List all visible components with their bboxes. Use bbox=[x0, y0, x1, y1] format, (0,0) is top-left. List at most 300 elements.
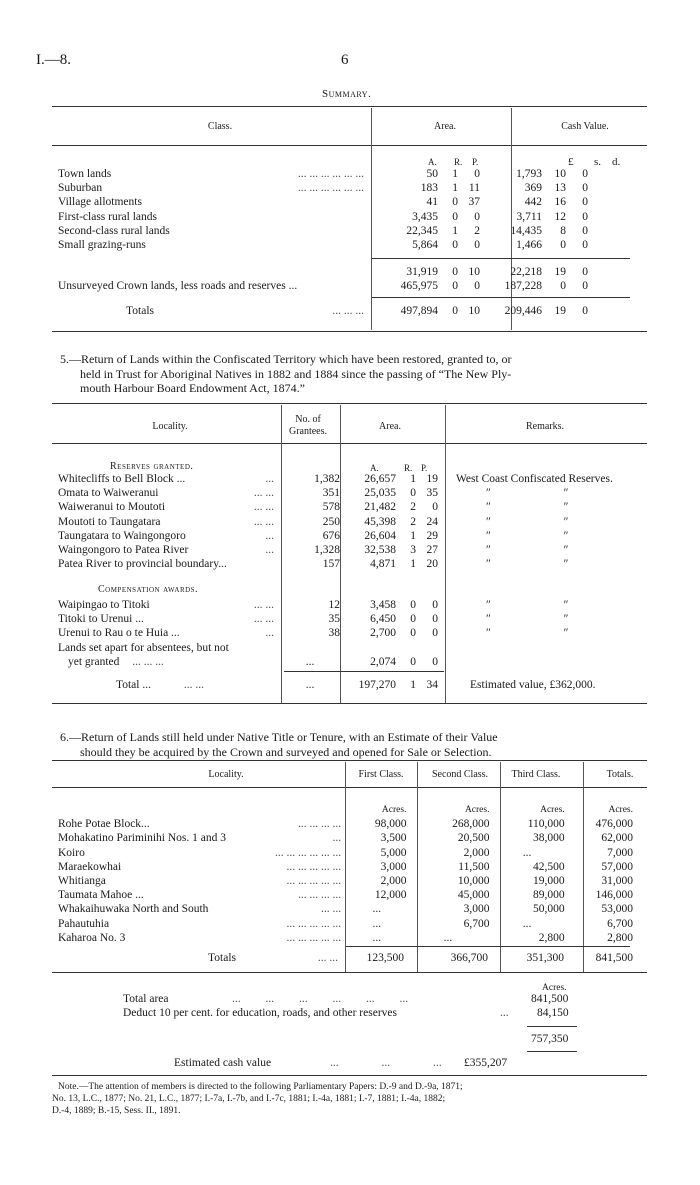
row-label: Village allotments bbox=[58, 196, 142, 209]
cash-pence: 0 bbox=[582, 210, 588, 223]
unit-acres: Acres. bbox=[608, 805, 633, 815]
cash-pence: 0 bbox=[582, 305, 588, 317]
section5-bottom-rule bbox=[52, 703, 647, 704]
table-row bbox=[58, 931, 633, 945]
row-total: 31,000 bbox=[601, 875, 633, 888]
area-perches: 20 bbox=[426, 558, 438, 571]
page-reference: I.—8. bbox=[36, 52, 71, 68]
third-class: 19,000 bbox=[533, 875, 565, 888]
area-perches: 10 bbox=[468, 266, 480, 278]
first-class: 12,000 bbox=[374, 889, 407, 902]
remark: ″ ″ bbox=[486, 487, 569, 500]
area-acres: 25,035 bbox=[364, 487, 396, 500]
table-row bbox=[58, 486, 648, 500]
table-row bbox=[58, 210, 628, 224]
note-line: No. 13, L.C., 1877; No. 21, L.C., 1877; I.-7a, I.-7b, and I.-7c, 1881; I.-4a, 1881; I.-7, 1881; I.-4a, 1882; bbox=[52, 1094, 446, 1104]
second-class: 3,000 bbox=[463, 903, 490, 916]
row-label: Taungatara to Waingongoro bbox=[58, 529, 186, 542]
area-perches: 19 bbox=[426, 473, 438, 485]
area-perches: 0 bbox=[474, 168, 480, 180]
cash-pence: 0 bbox=[582, 182, 588, 195]
subtotal-row bbox=[58, 265, 628, 279]
total-label: Total ... bbox=[116, 679, 151, 691]
compensation-heading: Compensation awards. bbox=[98, 584, 199, 595]
row-label: Omata to Waiweranui bbox=[58, 487, 159, 500]
area-acres: 21,482 bbox=[364, 501, 396, 514]
section5-intro bbox=[60, 352, 511, 396]
table-row bbox=[58, 917, 633, 931]
cash-pounds: 369 bbox=[524, 182, 542, 195]
row-label: Moutoti to Taungatara bbox=[58, 515, 161, 528]
area-acres: 50 bbox=[426, 168, 438, 180]
second-class: 10,000 bbox=[457, 875, 490, 888]
table-row bbox=[58, 529, 648, 543]
cash-shillings: 0 bbox=[560, 239, 566, 252]
summary-header-class: Class. bbox=[207, 121, 233, 132]
grantees: 578 bbox=[322, 501, 340, 514]
second-class: 268,000 bbox=[452, 818, 490, 831]
second-class: 11,500 bbox=[458, 860, 490, 873]
area-roods: 1 bbox=[452, 182, 458, 195]
row-label: Small grazing-runs bbox=[58, 239, 146, 252]
summary-header-rule bbox=[52, 145, 647, 146]
remark: ″ ″ bbox=[486, 529, 569, 542]
totals-label bbox=[58, 678, 248, 692]
cash-pence: 0 bbox=[582, 196, 588, 209]
row-dots: ... ... ... ... ... bbox=[286, 917, 342, 930]
note-rule bbox=[52, 1075, 647, 1076]
cash-pence: 0 bbox=[582, 266, 588, 278]
grantees: ... bbox=[305, 655, 315, 668]
row-dots: ... ... ... ... ... bbox=[286, 860, 342, 873]
cash-shillings: 16 bbox=[554, 196, 566, 209]
row-dots: ... ... ... ... bbox=[297, 889, 342, 902]
summary-unit-perches: P. bbox=[472, 157, 479, 167]
header-first-class: First Class. bbox=[358, 769, 404, 780]
cash-pence: 0 bbox=[582, 224, 588, 237]
summary-unit-pounds: £ bbox=[568, 156, 574, 168]
cash-shillings: 10 bbox=[554, 168, 566, 180]
row-dots: ... ... bbox=[320, 903, 342, 916]
third-class: 38,000 bbox=[533, 832, 565, 845]
grantees: 1,328 bbox=[314, 544, 340, 557]
cash-pence: 0 bbox=[582, 168, 588, 180]
area-perches: 0 bbox=[432, 613, 438, 626]
calc-unit: Acres. bbox=[542, 983, 567, 993]
row-label: Maraekowhai bbox=[58, 860, 122, 873]
table-row bbox=[58, 626, 648, 640]
row-dots: ... ... bbox=[253, 487, 274, 500]
deduct-label: Deduct 10 per cent. for education, roads, and other reserves bbox=[123, 1007, 397, 1019]
remark: ″ ″ bbox=[486, 599, 569, 611]
row-dots: ... ... ... bbox=[132, 655, 164, 668]
row-total: 146,000 bbox=[595, 889, 633, 902]
area-acres: 32,538 bbox=[364, 544, 396, 557]
section5-total-rule bbox=[284, 671, 444, 672]
table-row bbox=[58, 817, 633, 831]
cash-pounds: 22,218 bbox=[510, 266, 542, 278]
table-row bbox=[58, 860, 633, 874]
table-row bbox=[58, 472, 648, 486]
page-number: 6 bbox=[341, 52, 349, 68]
table-row bbox=[58, 500, 648, 514]
row-total: 53,000 bbox=[601, 903, 633, 916]
area-acres: 465,975 bbox=[400, 280, 438, 293]
row-label: Rohe Potae Block... bbox=[58, 818, 150, 831]
calc-rule bbox=[527, 1051, 577, 1052]
table-row bbox=[58, 238, 628, 252]
area-perches: 0 bbox=[432, 599, 438, 611]
area-perches: 37 bbox=[468, 196, 480, 209]
row-label: Taumata Mahoe ... bbox=[58, 889, 144, 902]
row-label: Waingongoro to Patea River bbox=[58, 544, 189, 557]
row-total: 841,500 bbox=[595, 952, 633, 964]
estimated-dots: ... ... ... bbox=[330, 1057, 442, 1069]
section5-header-rule bbox=[52, 443, 647, 444]
area-perches: 0 bbox=[432, 627, 438, 640]
totals-row bbox=[58, 304, 628, 318]
row-dots: ... ... ... ... ... ... bbox=[297, 168, 364, 180]
summary-totals bbox=[58, 304, 628, 318]
area-acres: 3,458 bbox=[370, 599, 396, 611]
remark: West Coast Confiscated Reserves. bbox=[456, 473, 613, 485]
reserves-rows bbox=[58, 472, 648, 571]
area-acres: 31,919 bbox=[406, 266, 438, 278]
row-dots: ... ... bbox=[253, 515, 274, 528]
area-roods: 0 bbox=[452, 239, 458, 252]
row-dots: ... bbox=[265, 544, 274, 557]
unit-acres: A. bbox=[370, 463, 379, 473]
area-acres: 2,074 bbox=[370, 655, 396, 668]
absentee-label: yet granted bbox=[68, 655, 120, 668]
third-class: 351,300 bbox=[526, 952, 564, 964]
area-perches: 0 bbox=[474, 280, 480, 293]
row-label: Waiweranui to Moutoti bbox=[58, 501, 166, 514]
summary-totals-rule bbox=[372, 297, 630, 298]
footnote bbox=[52, 1081, 463, 1117]
summary-unit-roods: R. bbox=[454, 157, 463, 167]
section6-bottom-rule bbox=[52, 972, 647, 973]
grantees: 157 bbox=[322, 558, 340, 571]
area-acres: 2,700 bbox=[370, 627, 396, 640]
first-class: 98,000 bbox=[374, 818, 407, 831]
cash-pence: 0 bbox=[582, 280, 588, 293]
remark: Estimated value, £362,000. bbox=[470, 679, 596, 691]
remark: ″ ″ bbox=[486, 515, 569, 528]
table-row bbox=[58, 612, 648, 626]
first-class: ... bbox=[372, 931, 382, 944]
compensation-rows bbox=[58, 598, 648, 669]
summary-rows bbox=[58, 167, 628, 252]
row-label: Suburban bbox=[58, 182, 103, 195]
header-locality: Locality. bbox=[208, 769, 244, 780]
row-label: Whitianga bbox=[58, 875, 106, 888]
estimated-value: £355,207 bbox=[464, 1057, 508, 1069]
summary-top-rule bbox=[52, 106, 647, 107]
area-perches: 2 bbox=[474, 224, 480, 237]
area-acres: 183 bbox=[420, 182, 438, 195]
grantees: 250 bbox=[322, 515, 340, 528]
intro-line: should they be acquired by the Crown and surveyed and opened for Sale or Selection. bbox=[80, 744, 492, 759]
row-dots: ... bbox=[265, 473, 274, 485]
cash-pounds: 3,711 bbox=[516, 210, 542, 223]
row-dots: ... bbox=[265, 529, 274, 542]
area-roods: 1 bbox=[410, 529, 416, 542]
area-roods: 2 bbox=[410, 515, 416, 528]
area-roods: 1 bbox=[452, 168, 458, 180]
intro-line: 6.—Return of Lands still held under Native Title or Tenure, with an Estimate of their Value bbox=[60, 730, 498, 744]
area-roods: 1 bbox=[410, 558, 416, 571]
second-class: 6,700 bbox=[463, 917, 490, 930]
unit-row bbox=[58, 803, 633, 817]
third-class: 89,000 bbox=[533, 889, 565, 902]
area-acres: 197,270 bbox=[358, 679, 396, 691]
second-class: 45,000 bbox=[457, 889, 490, 902]
header-area: Area. bbox=[379, 421, 401, 432]
area-roods: 0 bbox=[452, 280, 458, 293]
area-roods: 0 bbox=[452, 266, 458, 278]
total-area-label: Total area bbox=[123, 993, 169, 1005]
area-acres: 45,398 bbox=[364, 515, 396, 528]
row-label: Koiro bbox=[58, 846, 85, 859]
grantees: 35 bbox=[328, 613, 340, 626]
section6-rows bbox=[58, 803, 633, 945]
deduct-value: 84,150 bbox=[537, 1007, 569, 1019]
row-dots: ... ... bbox=[253, 613, 274, 626]
table-row bbox=[58, 224, 628, 238]
area-acres: 497,894 bbox=[400, 305, 438, 317]
area-roods: 0 bbox=[410, 487, 416, 500]
area-acres: 5,864 bbox=[412, 239, 438, 252]
section6-header-rule bbox=[52, 787, 647, 788]
calc-rule bbox=[527, 1026, 577, 1027]
area-roods: 0 bbox=[410, 627, 416, 640]
total-area-dots: ... ... ... ... ... ... bbox=[232, 993, 409, 1005]
remark: ″ ″ bbox=[486, 558, 569, 571]
area-roods: 0 bbox=[452, 210, 458, 223]
area-perches: 0 bbox=[474, 210, 480, 223]
cash-shillings: 0 bbox=[560, 280, 566, 293]
row-label bbox=[58, 655, 248, 669]
first-class: ... bbox=[372, 903, 382, 916]
third-class: 50,000 bbox=[533, 903, 565, 916]
section5-total bbox=[58, 678, 648, 692]
summary-header-cash: Cash Value. bbox=[561, 121, 609, 132]
grantees: ... bbox=[305, 679, 315, 691]
row-total: 2,800 bbox=[607, 931, 633, 944]
grantees: 676 bbox=[322, 529, 340, 542]
area-acres: 4,871 bbox=[370, 558, 396, 571]
area-acres: 22,345 bbox=[406, 224, 438, 237]
row-label: First-class rural lands bbox=[58, 210, 158, 223]
area-roods: 0 bbox=[410, 599, 416, 611]
second-class: ... bbox=[443, 931, 453, 944]
section5-top-rule bbox=[52, 403, 647, 404]
area-perches: 0 bbox=[432, 655, 438, 668]
table-row bbox=[58, 902, 633, 916]
row-dots: ... ... ... ... ... bbox=[286, 931, 342, 944]
summary-unit-shillings: s. bbox=[594, 156, 602, 168]
area-acres: 41 bbox=[426, 196, 438, 209]
second-class: 2,000 bbox=[463, 846, 490, 859]
header-remarks: Remarks. bbox=[525, 421, 565, 432]
header-grantees-2: Grantees. bbox=[288, 426, 328, 437]
row-label: Whitecliffs to Bell Block ... bbox=[58, 473, 186, 485]
totals-row bbox=[58, 678, 648, 692]
row-dots: ... ... bbox=[253, 501, 274, 514]
table-row bbox=[58, 846, 633, 860]
area-perches: 29 bbox=[426, 529, 438, 542]
summary-unit-pence: d. bbox=[612, 156, 621, 168]
header-grantees-1: No. of bbox=[295, 414, 321, 425]
remark: ″ ″ bbox=[486, 613, 569, 626]
row-label: Urenui to Rau o te Huia ... bbox=[58, 627, 180, 640]
row-label: Patea River to provincial boundary... bbox=[58, 558, 227, 571]
unit-perches: P. bbox=[421, 463, 428, 473]
cash-pounds: 187,228 bbox=[504, 280, 542, 293]
row-total: 476,000 bbox=[595, 818, 633, 831]
area-perches: 35 bbox=[426, 487, 438, 500]
section6-totals bbox=[58, 951, 633, 965]
first-class: 2,000 bbox=[380, 875, 407, 888]
row-total: 7,000 bbox=[607, 846, 633, 859]
unit-roods: R. bbox=[404, 463, 413, 473]
first-class: ... bbox=[372, 917, 382, 930]
summary-subtotal-rows bbox=[58, 265, 628, 293]
area-roods: 2 bbox=[410, 501, 416, 514]
area-roods: 1 bbox=[410, 679, 416, 691]
row-label: Pahautuhia bbox=[58, 917, 110, 930]
intro-line: mouth Harbour Board Endowment Act, 1874.” bbox=[80, 381, 305, 395]
row-dots: ... ... ... bbox=[332, 305, 364, 317]
table-row bbox=[58, 515, 648, 529]
first-class: 3,000 bbox=[380, 860, 407, 873]
totals-row bbox=[58, 951, 633, 965]
area-roods: 3 bbox=[410, 544, 416, 557]
area-perches: 10 bbox=[468, 305, 480, 317]
area-roods: 1 bbox=[410, 473, 416, 485]
first-class: 5,000 bbox=[380, 846, 407, 859]
table-row bbox=[58, 557, 648, 571]
cash-pounds: 14,435 bbox=[510, 224, 542, 237]
row-label: Kaharoa No. 3 bbox=[58, 931, 126, 944]
row-dots: ... ... bbox=[253, 599, 274, 611]
cash-shillings: 19 bbox=[554, 305, 566, 317]
table-row bbox=[58, 888, 633, 902]
remark: ″ ″ bbox=[486, 501, 569, 514]
cash-shillings: 8 bbox=[560, 224, 566, 237]
summary-unit-acres: A. bbox=[428, 157, 437, 167]
first-class: 123,500 bbox=[366, 952, 404, 964]
table-row bbox=[58, 181, 628, 195]
intro-line: 5.—Return of Lands within the Confiscated Territory which have been restored, granted to, or bbox=[60, 352, 512, 366]
row-label: Titoki to Urenui ... bbox=[58, 613, 144, 626]
header-totals: Totals. bbox=[606, 769, 634, 780]
area-roods: 0 bbox=[410, 655, 416, 668]
area-roods: 0 bbox=[452, 196, 458, 209]
row-dots: ... ... bbox=[317, 952, 338, 964]
totals-label: Totals bbox=[126, 305, 154, 317]
area-acres: 3,435 bbox=[412, 210, 438, 223]
summary-title: Summary. bbox=[322, 88, 372, 100]
cash-pounds: 209,446 bbox=[504, 305, 542, 317]
total-area-value: 841,500 bbox=[531, 993, 569, 1005]
second-class: 20,500 bbox=[457, 832, 490, 845]
summary-subtotal-rule bbox=[372, 258, 630, 259]
area-perches: 24 bbox=[426, 515, 438, 528]
reserves-heading: Reserves granted. bbox=[110, 461, 194, 472]
third-class: ... bbox=[522, 917, 532, 930]
grantees: 351 bbox=[322, 487, 340, 500]
table-row bbox=[58, 195, 628, 209]
row-label: Waipingao to Titoki bbox=[58, 599, 150, 611]
table-row bbox=[58, 874, 633, 888]
area-roods: 1 bbox=[452, 224, 458, 237]
row-label: Town lands bbox=[58, 168, 112, 180]
area-perches: 0 bbox=[432, 501, 438, 514]
deduct-dots: ... bbox=[500, 1007, 509, 1019]
net-value: 757,350 bbox=[531, 1033, 569, 1045]
grantees: 1,382 bbox=[314, 473, 340, 485]
table-row bbox=[58, 641, 648, 655]
row-label: Whakaihuwaka North and South bbox=[58, 903, 209, 916]
area-acres: 26,657 bbox=[364, 473, 396, 485]
cash-shillings: 13 bbox=[554, 182, 566, 195]
row-dots: ... ... ... ... ... bbox=[286, 875, 342, 888]
cash-shillings: 12 bbox=[554, 210, 566, 223]
unit-acres: Acres. bbox=[464, 805, 490, 815]
note-line: D.-4, 1889; B.-15, Sess. II., 1891. bbox=[52, 1106, 181, 1116]
header-second-class: Second Class. bbox=[431, 769, 489, 780]
section6-intro bbox=[60, 730, 498, 759]
table-row bbox=[58, 831, 633, 845]
grantees: 38 bbox=[328, 627, 340, 640]
cash-pounds: 1,793 bbox=[516, 168, 542, 180]
third-class: 2,800 bbox=[538, 931, 565, 944]
area-acres: 6,450 bbox=[370, 613, 396, 626]
remark: ″ ″ bbox=[486, 627, 569, 640]
third-class: 110,000 bbox=[527, 818, 565, 831]
area-perches: 27 bbox=[426, 544, 438, 557]
row-dots: ... bbox=[332, 832, 342, 845]
second-class: 366,700 bbox=[450, 952, 488, 964]
remark: ″ ″ bbox=[486, 544, 569, 557]
row-total: 57,000 bbox=[601, 860, 633, 873]
grantees: 12 bbox=[328, 599, 340, 611]
cash-pence: 0 bbox=[582, 239, 588, 252]
cash-shillings: 19 bbox=[554, 266, 566, 278]
intro-line: held in Trust for Aboriginal Natives in 1882 and 1884 since the passing of “The New Ply- bbox=[80, 366, 512, 381]
summary-bottom-rule bbox=[52, 331, 647, 332]
totals-label: Totals bbox=[208, 952, 236, 964]
row-label: Unsurveyed Crown lands, less roads and reserves ... bbox=[58, 280, 298, 293]
row-label: Mohakatino Pariminihi Nos. 1 and 3 bbox=[58, 832, 227, 845]
row-total: 6,700 bbox=[607, 917, 633, 930]
row-total: 62,000 bbox=[601, 832, 633, 845]
row-dots: ... ... ... ... ... ... bbox=[274, 846, 342, 859]
row-label: Second-class rural lands bbox=[58, 224, 170, 237]
section6-totals-rule bbox=[346, 946, 630, 947]
row-label: Lands set apart for absentees, but not bbox=[58, 641, 229, 654]
area-acres: 26,604 bbox=[364, 529, 396, 542]
first-class: 3,500 bbox=[380, 832, 407, 845]
cash-pounds: 1,466 bbox=[516, 239, 542, 252]
table-row bbox=[58, 543, 648, 557]
table-row bbox=[58, 167, 628, 181]
header-third-class: Third Class. bbox=[511, 769, 561, 780]
area-perches: 11 bbox=[468, 182, 480, 195]
area-roods: 0 bbox=[410, 613, 416, 626]
